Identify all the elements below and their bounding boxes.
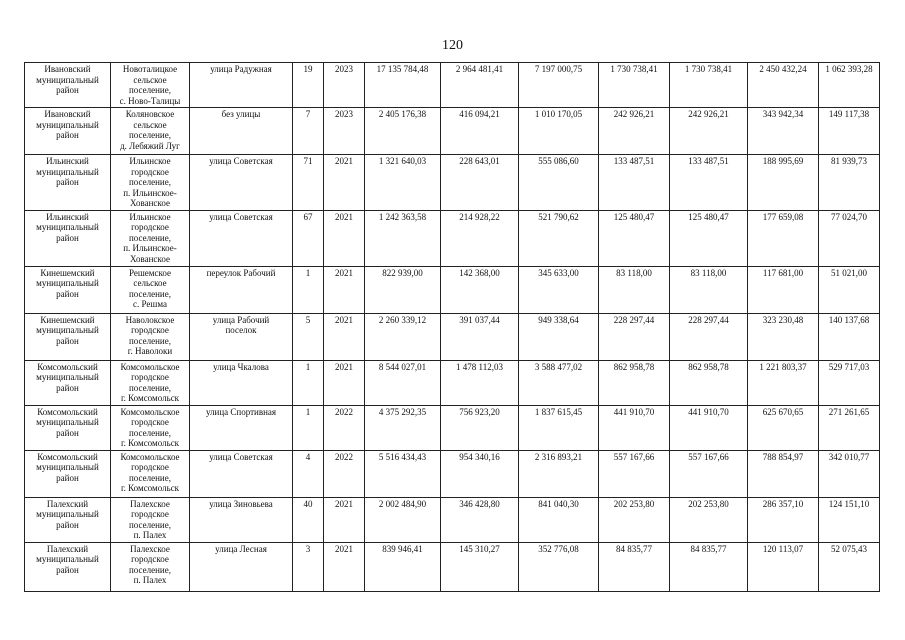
cost-col-7-cell: 149 117,38 xyxy=(819,108,880,155)
house-number-cell: 1 xyxy=(293,405,324,450)
year-cell: 2022 xyxy=(324,405,365,450)
cost-col-3-cell: 949 338,64 xyxy=(519,313,599,360)
district-cell: Палехский муниципальный район xyxy=(25,542,111,591)
settlement-cell: Ильинское городское поселение, п. Ильинское- Хованское xyxy=(111,155,190,211)
year-cell: 2021 xyxy=(324,155,365,211)
cost-col-2-cell: 214 928,22 xyxy=(441,210,519,266)
cost-col-2-cell: 2 964 481,41 xyxy=(441,63,519,108)
cost-col-6-cell: 1 221 803,37 xyxy=(748,360,819,405)
house-number-cell: 71 xyxy=(293,155,324,211)
district-cell: Ивановский муниципальный район xyxy=(25,108,111,155)
year-cell: 2023 xyxy=(324,63,365,108)
data-table xyxy=(24,62,880,592)
cost-col-6-cell: 286 357,10 xyxy=(748,497,819,542)
table-row xyxy=(25,266,880,313)
cost-col-2-cell: 228 643,01 xyxy=(441,155,519,211)
district-cell: Комсомольский муниципальный район xyxy=(25,360,111,405)
year-cell: 2021 xyxy=(324,497,365,542)
district-cell: Палехский муниципальный район xyxy=(25,497,111,542)
table-row xyxy=(25,405,880,450)
settlement-cell: Палехское городское поселение, п. Палех xyxy=(111,542,190,591)
cost-col-2-cell: 391 037,44 xyxy=(441,313,519,360)
street-cell: улица Лесная xyxy=(190,542,293,591)
cost-col-2-cell: 346 428,80 xyxy=(441,497,519,542)
house-number-cell: 1 xyxy=(293,266,324,313)
cost-col-6-cell: 188 995,69 xyxy=(748,155,819,211)
cost-col-7-cell: 124 151,10 xyxy=(819,497,880,542)
total-cost-cell: 2 002 484,90 xyxy=(365,497,441,542)
district-cell: Комсомольский муниципальный район xyxy=(25,405,111,450)
table-row xyxy=(25,497,880,542)
cost-col-5-cell: 557 167,66 xyxy=(670,450,748,497)
cost-col-2-cell: 954 340,16 xyxy=(441,450,519,497)
street-cell: переулок Рабочий xyxy=(190,266,293,313)
year-cell: 2021 xyxy=(324,313,365,360)
settlement-cell: Палехское городское поселение, п. Палех xyxy=(111,497,190,542)
house-number-cell: 1 xyxy=(293,360,324,405)
street-cell: улица Рабочий поселок xyxy=(190,313,293,360)
settlement-cell: Комсомольское городское поселение, г. Комсомольск xyxy=(111,360,190,405)
cost-col-6-cell: 343 942,34 xyxy=(748,108,819,155)
cost-col-4-cell: 83 118,00 xyxy=(599,266,670,313)
street-cell: улица Советская xyxy=(190,450,293,497)
settlement-cell: Ильинское городское поселение, п. Ильинское- Хованское xyxy=(111,210,190,266)
cost-col-3-cell: 521 790,62 xyxy=(519,210,599,266)
cost-col-6-cell: 625 670,65 xyxy=(748,405,819,450)
cost-col-3-cell: 7 197 000,75 xyxy=(519,63,599,108)
house-number-cell: 4 xyxy=(293,450,324,497)
cost-col-3-cell: 345 633,00 xyxy=(519,266,599,313)
year-cell: 2021 xyxy=(324,360,365,405)
table-row xyxy=(25,360,880,405)
cost-col-3-cell: 1 837 615,45 xyxy=(519,405,599,450)
cost-col-4-cell: 862 958,78 xyxy=(599,360,670,405)
cost-col-2-cell: 142 368,00 xyxy=(441,266,519,313)
cost-col-3-cell: 352 776,08 xyxy=(519,542,599,591)
total-cost-cell: 4 375 292,35 xyxy=(365,405,441,450)
total-cost-cell: 8 544 027,01 xyxy=(365,360,441,405)
cost-col-4-cell: 202 253,80 xyxy=(599,497,670,542)
cost-col-7-cell: 529 717,03 xyxy=(819,360,880,405)
house-number-cell: 5 xyxy=(293,313,324,360)
cost-col-6-cell: 117 681,00 xyxy=(748,266,819,313)
cost-col-2-cell: 416 094,21 xyxy=(441,108,519,155)
cost-col-7-cell: 271 261,65 xyxy=(819,405,880,450)
house-number-cell: 7 xyxy=(293,108,324,155)
settlement-cell: Комсомольское городское поселение, г. Комсомольск xyxy=(111,450,190,497)
cost-col-5-cell: 1 730 738,41 xyxy=(670,63,748,108)
cost-col-7-cell: 77 024,70 xyxy=(819,210,880,266)
cost-col-6-cell: 323 230,48 xyxy=(748,313,819,360)
year-cell: 2021 xyxy=(324,210,365,266)
district-cell: Комсомольский муниципальный район xyxy=(25,450,111,497)
total-cost-cell: 839 946,41 xyxy=(365,542,441,591)
cost-col-6-cell: 177 659,08 xyxy=(748,210,819,266)
table-row xyxy=(25,155,880,211)
table-row xyxy=(25,63,880,108)
table-row xyxy=(25,313,880,360)
district-cell: Кинешемский муниципальный район xyxy=(25,266,111,313)
cost-col-6-cell: 120 113,07 xyxy=(748,542,819,591)
total-cost-cell: 1 321 640,03 xyxy=(365,155,441,211)
cost-col-3-cell: 3 588 477,02 xyxy=(519,360,599,405)
street-cell: улица Спортивная xyxy=(190,405,293,450)
cost-col-2-cell: 1 478 112,03 xyxy=(441,360,519,405)
district-cell: Ивановский муниципальный район xyxy=(25,63,111,108)
cost-col-7-cell: 342 010,77 xyxy=(819,450,880,497)
house-number-cell: 67 xyxy=(293,210,324,266)
cost-col-5-cell: 83 118,00 xyxy=(670,266,748,313)
cost-col-4-cell: 1 730 738,41 xyxy=(599,63,670,108)
total-cost-cell: 2 260 339,12 xyxy=(365,313,441,360)
cost-col-5-cell: 441 910,70 xyxy=(670,405,748,450)
street-cell: улица Советская xyxy=(190,210,293,266)
total-cost-cell: 5 516 434,43 xyxy=(365,450,441,497)
street-cell: улица Зиновьева xyxy=(190,497,293,542)
total-cost-cell: 2 405 176,38 xyxy=(365,108,441,155)
cost-col-4-cell: 84 835,77 xyxy=(599,542,670,591)
street-cell: улица Советская xyxy=(190,155,293,211)
cost-col-4-cell: 242 926,21 xyxy=(599,108,670,155)
cost-col-4-cell: 125 480,47 xyxy=(599,210,670,266)
cost-col-5-cell: 133 487,51 xyxy=(670,155,748,211)
street-cell: улица Чкалова xyxy=(190,360,293,405)
settlement-cell: Новоталицкое сельское поселение, с. Ново-Талицы xyxy=(111,63,190,108)
total-cost-cell: 1 242 363,58 xyxy=(365,210,441,266)
cost-col-2-cell: 756 923,20 xyxy=(441,405,519,450)
settlement-cell: Наволокское городское поселение, г. Наволоки xyxy=(111,313,190,360)
street-cell: улица Радужная xyxy=(190,63,293,108)
settlement-cell: Решемское сельское поселение, с. Решма xyxy=(111,266,190,313)
district-cell: Ильинский муниципальный район xyxy=(25,210,111,266)
cost-col-3-cell: 1 010 170,05 xyxy=(519,108,599,155)
cost-col-4-cell: 441 910,70 xyxy=(599,405,670,450)
total-cost-cell: 17 135 784,48 xyxy=(365,63,441,108)
cost-col-4-cell: 133 487,51 xyxy=(599,155,670,211)
cost-col-7-cell: 51 021,00 xyxy=(819,266,880,313)
settlement-cell: Комсомольское городское поселение, г. Комсомольск xyxy=(111,405,190,450)
year-cell: 2023 xyxy=(324,108,365,155)
table-row xyxy=(25,108,880,155)
district-cell: Кинешемский муниципальный район xyxy=(25,313,111,360)
cost-col-3-cell: 2 316 893,21 xyxy=(519,450,599,497)
table-row xyxy=(25,210,880,266)
cost-col-7-cell: 52 075,43 xyxy=(819,542,880,591)
total-cost-cell: 822 939,00 xyxy=(365,266,441,313)
cost-col-5-cell: 84 835,77 xyxy=(670,542,748,591)
cost-col-5-cell: 242 926,21 xyxy=(670,108,748,155)
cost-col-4-cell: 557 167,66 xyxy=(599,450,670,497)
cost-col-7-cell: 140 137,68 xyxy=(819,313,880,360)
page-number: 120 xyxy=(442,38,463,53)
cost-col-4-cell: 228 297,44 xyxy=(599,313,670,360)
cost-col-7-cell: 1 062 393,28 xyxy=(819,63,880,108)
year-cell: 2021 xyxy=(324,266,365,313)
cost-col-5-cell: 228 297,44 xyxy=(670,313,748,360)
table-row xyxy=(25,542,880,591)
street-cell: без улицы xyxy=(190,108,293,155)
cost-col-3-cell: 841 040,30 xyxy=(519,497,599,542)
cost-col-3-cell: 555 086,60 xyxy=(519,155,599,211)
table-row xyxy=(25,450,880,497)
year-cell: 2021 xyxy=(324,542,365,591)
cost-col-5-cell: 125 480,47 xyxy=(670,210,748,266)
district-cell: Ильинский муниципальный район xyxy=(25,155,111,211)
year-cell: 2022 xyxy=(324,450,365,497)
cost-col-5-cell: 862 958,78 xyxy=(670,360,748,405)
cost-col-6-cell: 788 854,97 xyxy=(748,450,819,497)
house-number-cell: 3 xyxy=(293,542,324,591)
settlement-cell: Коляновское сельское поселение, д. Лебяжий Луг xyxy=(111,108,190,155)
cost-col-7-cell: 81 939,73 xyxy=(819,155,880,211)
cost-col-5-cell: 202 253,80 xyxy=(670,497,748,542)
cost-col-2-cell: 145 310,27 xyxy=(441,542,519,591)
house-number-cell: 19 xyxy=(293,63,324,108)
cost-col-6-cell: 2 450 432,24 xyxy=(748,63,819,108)
house-number-cell: 40 xyxy=(293,497,324,542)
